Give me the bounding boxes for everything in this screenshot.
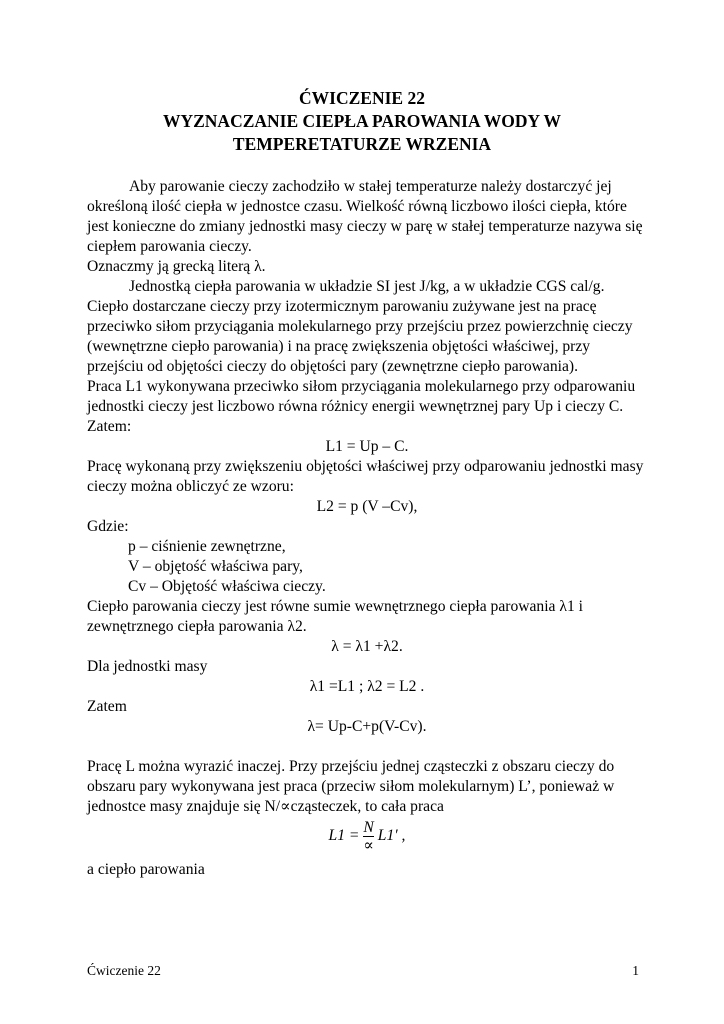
footer-title: Ćwiczenie 22 xyxy=(87,963,161,978)
heading-line-1: ĆWICZENIE 22 xyxy=(299,88,425,108)
formula-fraction-ratio xyxy=(363,819,374,854)
formula-fraction-numerator: N xyxy=(363,819,374,836)
footer-page-number: 1 xyxy=(632,963,639,978)
paragraph-heat: a ciepło parowania xyxy=(87,861,205,878)
formula-l2: L2 = p (V –Cv), xyxy=(316,498,418,515)
paragraph-therefore: Zatem: xyxy=(87,418,132,435)
paragraph-definition: Aby parowanie cieczy zachodziło w stałej temperaturze należy dostarczyć jej określoną ilość ciepła w jednostce czasu. Wielkość równą liczbowo ilości ciepła, które jest konieczne do zmiany jednostki masy cieczy w parę w stałej temperaturze nazywa się ciepłem parowania cieczy. xyxy=(87,178,643,255)
document-body xyxy=(87,177,647,880)
paragraph-sum: Ciepło parowania cieczy jest równe sumie wewnętrznego ciepła parowania λ1 i zewnętrznego ciepła parowania λ2. xyxy=(87,598,583,635)
formula-fraction xyxy=(87,819,647,854)
paragraph-units: Jednostką ciepła parowania w układzie SI jest J/kg, a w układzie CGS cal/g. Ciepło dostarczane cieczy przy izotermicznym parowaniu zużywane jest na pracę przeciwko siłom przyciągania molekularnego przy przejściu przez powierzchnię cieczy (wewnętrzne ciepło parowania) i na pracę zwiększenia objętości właściwej, przy przejściu od objętości cieczy do objętości pary (zewnętrzne ciepło parowania). xyxy=(87,278,633,375)
formula-lambda-parts: λ1 =L1 ; λ2 = L2 . xyxy=(309,678,425,695)
formula-fraction-rhs: L1′ , xyxy=(377,827,406,845)
heading-line-3: TEMPERETATURZE WRZENIA xyxy=(232,134,492,154)
formula-lambda-sum: λ = λ1 +λ2. xyxy=(331,638,403,655)
paragraph-symbol: Oznaczmy ją grecką literą λ. xyxy=(87,258,266,275)
variable-v: V – objętość właściwa pary, xyxy=(128,558,303,575)
paragraph-unit-mass: Dla jednostki masy xyxy=(87,658,208,675)
page-footer xyxy=(87,963,639,979)
formula-lambda: λ= Up-C+p(V-Cv). xyxy=(307,718,427,735)
paragraph-work-alternative: Pracę L można wyrazić inaczej. Przy przejściu jednej cząsteczki z obszaru cieczy do obszaru pary wykonywana jest praca (przeciw siłom molekularnym) L’, ponieważ w jednostce masy znajduje się N/∝cząsteczek, to cała praca xyxy=(87,758,615,815)
paragraph-therefore-2: Zatem xyxy=(87,698,127,715)
variable-cv: Cv – Objętość właściwa cieczy. xyxy=(128,578,326,595)
paragraph-work-l2: Pracę wykonaną przy zwiększeniu objętości właściwej przy odparowaniu jednostki masy cieczy można obliczyć ze wzoru: xyxy=(87,458,644,495)
paragraph-where: Gdzie: xyxy=(87,518,129,535)
paragraph-work-l1: Praca L1 wykonywana przeciwko siłom przyciągania molekularnego przy odparowaniu jednostki cieczy jest liczbowo równa różnicy energii wewnętrznej pary Up i cieczy C. xyxy=(87,378,636,415)
formula-l1: L1 = Up – C. xyxy=(325,438,409,455)
formula-fraction-lhs: L1 = xyxy=(328,827,360,845)
formula-fraction-denominator: ∝ xyxy=(363,837,374,854)
heading-line-2: WYZNACZANIE CIEPŁA PAROWANIA WODY W xyxy=(162,111,561,131)
variable-p: p – ciśnienie zewnętrzne, xyxy=(128,538,286,555)
